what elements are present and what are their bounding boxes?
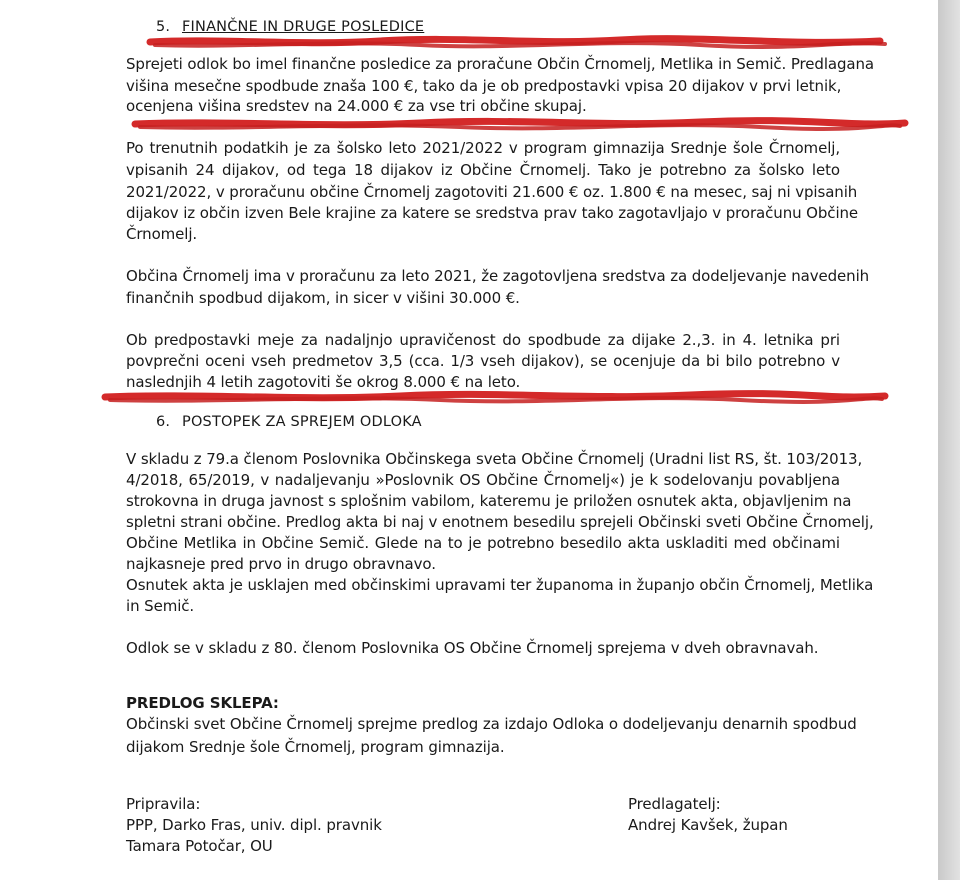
proposal-heading: PREDLOG SKLEPA: bbox=[126, 694, 279, 712]
paragraph-line: Ob predpostavki meje za nadaljnjo upravičenost do spodbude za dijake 2.,3. in 4. letnika pri bbox=[126, 331, 840, 349]
paragraph-line: Osnutek akta je usklajen med občinskimi upravami ter županoma in županjo občin Črnomelj, Metlika bbox=[126, 576, 874, 594]
section-title: FINANČNE IN DRUGE POSLEDICE bbox=[182, 19, 425, 35]
paragraph-line: Črnomelj. bbox=[126, 225, 198, 243]
paragraph-line: 4/2018, 65/2019, v nadaljevanju »Poslovnik OS Občine Črnomelj«) je k sodelovanju povabljena bbox=[126, 471, 840, 489]
prepared-label: Pripravila: bbox=[126, 795, 201, 813]
paragraph-line: višina mesečne spodbude znaša 100 €, tako da je ob predpostavki vpisa 20 dijakov v prvi letnik, bbox=[126, 77, 842, 95]
page-edge-shadow bbox=[938, 0, 960, 880]
section-6-heading bbox=[156, 412, 422, 432]
section-number: 6. bbox=[156, 414, 171, 430]
redaction-scribble bbox=[0, 388, 938, 408]
paragraph-line: naslednjih 4 letih zagotoviti še okrog 8.000 € na leto. bbox=[126, 373, 521, 391]
prepared-name-2: Tamara Potočar, OU bbox=[126, 837, 273, 855]
proposal-line: Občinski svet Občine Črnomelj sprejme predlog za izdajo Odloka o dodeljevanju denarnih spodbud bbox=[126, 715, 857, 733]
redaction-scribble bbox=[0, 115, 938, 135]
redaction-scribble bbox=[0, 34, 938, 52]
prepared-name-1: PPP, Darko Fras, univ. dipl. pravnik bbox=[126, 816, 382, 834]
paragraph-line: spletni strani občine. Predlog akta bi naj v enotnem besedilu sprejeli Občinski sveti Občine Črnomelj, bbox=[126, 513, 874, 531]
paragraph-line: in Semič. bbox=[126, 597, 195, 615]
paragraph-line: 2021/2022, v proračunu občine Črnomelj zagotoviti 21.600 € oz. 1.800 € na mesec, saj ni vpisanih bbox=[126, 183, 858, 201]
proposer-name: Andrej Kavšek, župan bbox=[628, 816, 788, 834]
paragraph-line: finančnih spodbud dijakom, in sicer v višini 30.000 €. bbox=[126, 289, 520, 307]
paragraph-line: Občina Črnomelj ima v proračunu za leto 2021, že zagotovljena sredstva za dodeljevanje navedenih bbox=[126, 267, 870, 285]
paragraph-line: Po trenutnih podatkih je za šolsko leto 2021/2022 v program gimnazija Srednje šole Črnomelj, bbox=[126, 139, 840, 157]
paragraph-line: najkasneje pred prvo in drugo obravnavo. bbox=[126, 555, 436, 573]
section-title: POSTOPEK ZA SPREJEM ODLOKA bbox=[182, 414, 422, 430]
paragraph-line: Občine Metlika in Občine Semič. Glede na to je potrebno besedilo akta uskladiti med občinami bbox=[126, 534, 840, 552]
paragraph-line: povprečni oceni vseh predmetov 3,5 (cca. 1/3 vseh dijakov), se ocenjuje da bi bilo potrebno v bbox=[126, 352, 840, 370]
paragraph-line: vpisanih 24 dijakov, od tega 18 dijakov iz Občine Črnomelj. Tako je potrebno za šolsko leto bbox=[126, 161, 840, 179]
section-number: 5. bbox=[156, 19, 171, 35]
proposer-label: Predlagatelj: bbox=[628, 795, 721, 813]
paragraph-line: Odlok se v skladu z 80. členom Poslovnika OS Občine Črnomelj sprejema v dveh obravnavah. bbox=[126, 639, 819, 657]
paragraph-line: V skladu z 79.a členom Poslovnika Občinskega sveta Občine Črnomelj (Uradni list RS, št. 103/2013, bbox=[126, 450, 863, 468]
paragraph-line: ocenjena višina sredstev na 24.000 € za vse tri občine skupaj. bbox=[126, 97, 587, 115]
paragraph-line: strokovna in druga javnost s splošnim vabilom, kateremu je priložen osnutek akta, objavljenim na bbox=[126, 492, 852, 510]
paragraph-line: Sprejeti odlok bo imel finančne posledice za proračune Občin Črnomelj, Metlika in Semič. Predlagana bbox=[126, 55, 875, 73]
paragraph-line: dijakov iz občin izven Bele krajine za katere se sredstva prav tako zagotavljajo v proračunu Občine bbox=[126, 204, 859, 222]
proposal-line: dijakom Srednje šole Črnomelj, program gimnazija. bbox=[126, 738, 505, 756]
